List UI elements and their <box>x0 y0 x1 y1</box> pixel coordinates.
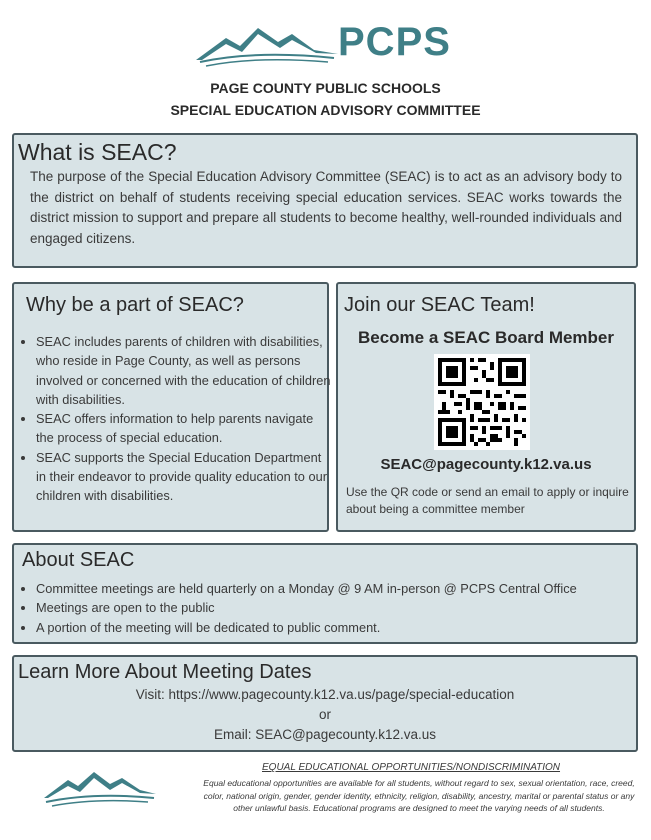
learn-more-panel <box>12 655 638 752</box>
about-item: • Meetings are open to the public <box>36 598 646 617</box>
what-is-seac-title: What is SEAC? <box>18 139 177 165</box>
footer-logo <box>44 768 156 812</box>
about-item: • Committee meetings are held quarterly on a Monday @ 9 AM in-person @ PCPS Central Office <box>36 579 646 598</box>
committee-name: SPECIAL EDUCATION ADVISORY COMMITTEE <box>170 102 481 118</box>
logo-text: PCPS <box>338 20 451 64</box>
pcps-logo <box>196 18 456 70</box>
eo-body: Equal educational opportunities are available for all students, without regard to sex, sexual orientation, race, creed, color, national origin, gender, gender identity, ethnicity, religion, disability, ancestry, marital or parental status or any other unlawful basis. Educational programs are designed to meet the varying needs of all students. <box>203 778 635 813</box>
join-note: Use the QR code or send an email to apply or inquire about being a committee member <box>346 485 629 516</box>
what-is-seac-body: The purpose of the Special Education Advisory Committee (SEAC) is to act as an advisory body to the district on behalf of students receiving special education services. SEAC works towards the district mission to support and prepare all students to become healthy, well-rounded individuals and engaged citizens. <box>30 169 622 246</box>
about-item: • A portion of the meeting will be dedicated to public comment. <box>36 618 646 637</box>
org-name: PAGE COUNTY PUBLIC SCHOOLS <box>210 80 441 96</box>
mountains-logo-icon <box>44 768 156 812</box>
why-item: • SEAC includes parents of children with disabilities, who reside in Page County, as well as persons involved or concerned with the education of children with disabilities. <box>36 332 332 409</box>
why-item: • SEAC offers information to help parents navigate the process of special education. <box>36 409 332 448</box>
learn-more-email-link[interactable]: Email: SEAC@pagecounty.k12.va.us <box>213 727 437 742</box>
about-panel <box>12 543 638 644</box>
why-title: Why be a part of SEAC? <box>26 294 244 316</box>
qr-code-icon <box>434 354 530 450</box>
join-subtitle: Become a SEAC Board Member <box>357 328 615 347</box>
what-is-seac-panel <box>12 133 638 268</box>
why-panel <box>12 282 329 532</box>
learn-more-or: or <box>318 707 331 722</box>
why-list <box>16 332 332 506</box>
about-list <box>16 579 646 637</box>
join-panel <box>336 282 636 532</box>
learn-more-visit-link[interactable]: Visit: https://www.pagecounty.k12.va.us/page/special-education <box>135 687 515 702</box>
qr-code[interactable] <box>434 354 530 450</box>
learn-more-title: Learn More About Meeting Dates <box>18 661 312 683</box>
join-email[interactable]: SEAC@pagecounty.k12.va.us <box>380 456 592 473</box>
about-title: About SEAC <box>22 549 135 571</box>
join-title: Join our SEAC Team! <box>344 294 535 316</box>
eo-title: EQUAL EDUCATIONAL OPPORTUNITIES/NONDISCRIMINATION <box>262 762 561 773</box>
why-item: • SEAC supports the Special Education Department in their endeavor to provide quality education to our children with disabilities. <box>36 448 332 506</box>
mountains-logo-icon <box>196 20 338 68</box>
